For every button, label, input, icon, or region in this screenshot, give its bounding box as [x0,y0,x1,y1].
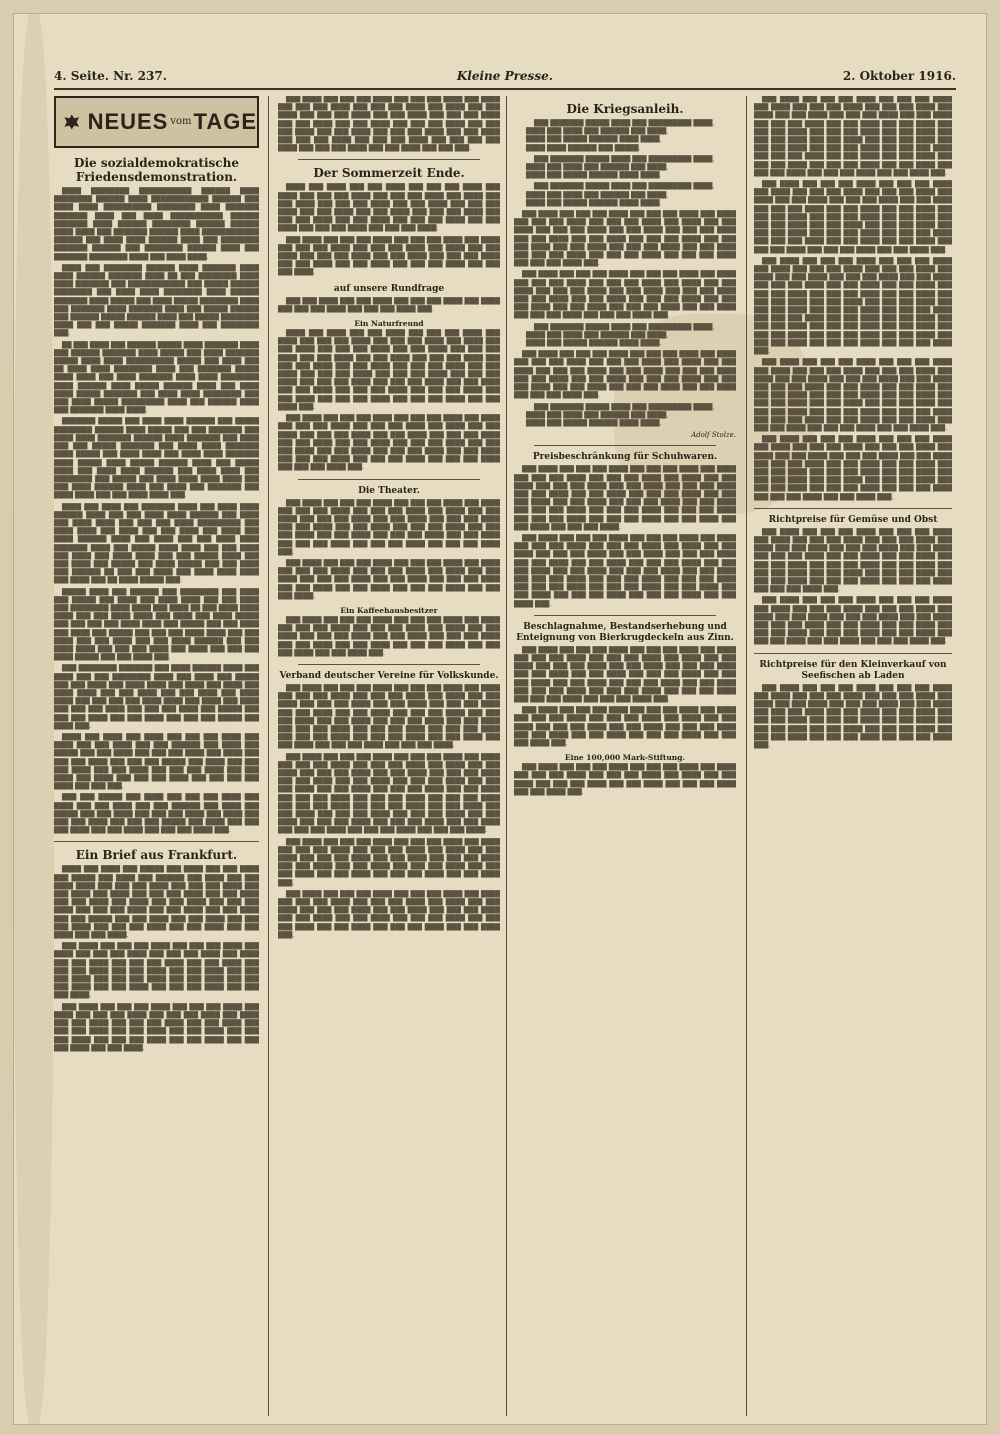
newspaper-page [14,14,986,1424]
masthead-b: vom [170,115,192,127]
article-body: ███ ████ ███ ███ ███ ████ ███ ███ ███ ████ ███ ████ ███ ███ ███ ████ ███ ███ ███ ████ ███ ████ ███ ███ ████ ███ ███ ███ ████ ███ ███ ████ ███ ███ ███ ████ ███ ███ ████ ███ ███ ████ ███ ███ ███ ████ ███ ███ ███ ████ ███ ███ ████ ███ ███ ███ ████ ███ ███ ████ ███ ███ ███ ████ ███ ███ ███ ████ ███ ███ ███ ███ ████ ███ ███ ███ ████ ███ ███ ████ ███ ███ ███. [278,96,500,153]
headline-sommerzeit: Der Sommerzeit Ende. [313,166,465,181]
article-body: ███ ████ ███ ███ ███ ████ ███ ███ ███ ████ ███ ████ ███ ███ ███ ████ ███ ███ ███ ████ ███ ████ ███ ███ ████ ███ ███ ███ ████ ███ ███ ████ ███ ███ ███ ████ ███ ███ ████ ███ ███ ████ ███ ███ ███ ████ ███ ███ ███ ████ ███ ███ ████ ███ ███ ███ ████ ███ ███ ████ ███ ███ ███ ████ ███ ███ ███ ████ ███ ███ ███ ████ ███ ███ ███ ████ ███ ███ ███ ████ ███ ███ ████ ███ ███ ████ ███ ███ ███ ████ ███ ███ ███ ████. ███ ████ ███ ███ ███ ████ ███ ███ ███ ████ ███ ████ ███ ███ ███ ████ ███ ███ ███ ████ ███ ████ ███ ███ ████ ███ ███ ███ ████ ███ ███ ████ ███ ███ ███ ████ ███ ███ ████ ███ ███ ████ ███ ███ ███ ████ ███ ███ ███ ████ ███ ███ ████ ███ ███ ███ ████ ███ ███ ████ ███ ███ ███ ████ ███ ███ ███ ████ ███ ███ ███ ████ ███ ███ ███ ████ ███ ███ ███ ████ ███ ███ ████ ███ ███ ████ ███ ███ ███ ████ ███ ███ ███ ████ ███ ███ ████ ███ ███ ███ ████ ███ ███ ███ ████ ███ ███ ████ ███ ███ ███ ████ ███ ███ ███ ████ ███ ███ ███ ████. ███ ████ ███ ███ ███ ████ ███ ███ ███ ████ ███ ████ ███ ███ ███ ████ ███ ███ ███ ████ ███ ████ ███ ███ ████ ███ ███ ███ ████ ███ ███ ████ ███ ███ ███ ████ ███ ███ ████ ███ ███ ████ ███ ███ ███ ████ ███ ███ ███ ████ ███ ███ ████ ███ ███ ███ ████ ███ ███ ████ ███. ███ ████ ███ ███ ███ ████ ███ ███ ███ ████ ███ ████ ███ ███ ███ ████ ███ ███ ███ ████ ███ ████ ███ ███ ████ ███ ███ ███ ████ ███ ███ ████ ███ ███ ███ ████ ███ ███ ████ ███ ███ ████ ███ ███ ███ ████ ███ ███ ███ ████ ███ ███ ████ ███ ███ ███ ████ ███ ███ ████ ███. [278,684,500,939]
headline-volkskunde: Verband deutscher Vereine für Volkskunde. [279,670,499,681]
headline-seefische: Richtpreise für den Kleinverkauf von Seefischen ab Laden [759,659,947,681]
article-body: ███ ████ ███ ███ ███ ████ ███ ███ ███ ████ ███ ████ ███ ███ ███ ████ ███ ███ ███ ████ ███ ████ ███ ███ ████ ███ ███ ███ ████ ███ ███ ████ ███ ███ ███ ████ ███ ███ ████ ███ ███ ████ ███ ███ ███ ████ ███ ███ ███ ████ ███ ███ ████ ███ ███ ███ ████ ███ ███ ████ ███ ███ ███ ████ ███ ███ ███ ████ ███ ███ ███ ████ ███ ███ ███ ████ ███ ███ ███ ████ ███. ███ ████ ███ ███ ███ ████ ███ ███ ███ ████ ███ ████ ███ ███ ███ ████ ███ ███ ███ ████ ███ ████ ███ ███ ████ ███ ███ ███ ████ ███ ███ ████ ███ ███ ███ ████ ███ ███ ████ ███ ███ ████ ███ ███ ███ ████ ███ ███ ███ ████ ███. [514,646,736,747]
article-body: ███ ████ ███ ███ ███ ████ ███ ███ ███ ████ ███ ████ ███ ███ ███ ████ ███ ███ ███ ████ ███ ████ ███ ███ ████ ███ ███ ███ ████ ███ ███ ████ ███ ███ ███ ████ ███ ███ ████ ███ ███ ████ ███ ███ ███ ████ ███ ███ ███ ████ ███ ███ ████ ███ ███ ███ ████ ███ ███ ████ ███ ███ ███ ████ ███ ███ ███ ████ ███ ███ ███ ████ ███ ███ ███ ████ ███ ███ ███ ████ ███ ███ ████ ███ ███ ████ ███ ███ ███ ████ ███ ███ ███ ████ ███ ███ ████ ███ ███ ███ ████ ███ ███ ███ ████ ███ ███ ████ ███. ███ ████ ███ ███ ███ ████ ███ ███ ███ ████ ███ ████ ███ ███ ███ ████ ███ ███ ███ ████ ███ ████ ███ ███ ████ ███ ███ ███ ████ ███ ███ ████ ███ ███ ███ ████ ███ ███ ████ ███ ███ ████ ███ ███ ███ ████ ███ ███ ███ ████ ███ ███ ████ ███ ███ ███ ████ ███ ███ ████ ███ ███ ███ ████ ███ ███ ███ ████ ███ ███ ███ ████ ███ ███ ███ ████ ███ ███ ███ ████ ███ ███ ████ ███ ███ ████ ███ ███ ███ ████ ███ ███ ███ ████ ███ ███ ████ ███. ███ ████ ███ ███ ███ ████ ███ ███ ███ ████ ███ ████ ███ ███ ███ ████ ███ ███ ███ ████ ███ ████ ███ ███ ████ ███ ███ ███ ████ ███ ███ ████ ███ ███ ███ ████ ███ ███ ████ ███ ███ ████ ███ ███ ███ ████ ███ ███ ███ ████ ███ ███ ████ ███ ███ ███ ████ ███ ███ ████ ███ ███ ███ ████ ███ ███ ███ ████ ███ ███ ███ ████ ███ ███ ███ ████ ███ ███ ███ ████ ███ ███ ████ ███ ███ ████ ███ ███ ███ ████ ███ ███ ███ ████ ███ ███ ████ ███ ███ ███ ████ ███ ███ ███ ████ ███ ███ ████ ███ ███ ███ ████ ███ ███ ███ ████ ███ ███ ███ ████ ███. ███ ████ ███ ███ ███ ████ ███ ███ ███ ████ ███ ████ ███ ███ ███ ████ ███ ███ ███ ████ ███ ████ ███ ███ ████ ███ ███ ███ ████ ███ ███ ████ ███ ███ ███ ████ ███ ███ ████ ███ ███ ████ ███ ███ ███ ████ ███ ███ ███ ████ ███ ███ ████ ███ ███ ███ ████ ███ ███ ████ ███ ███ ███ ████ ███ ███ ███ ████ ███ ███ ███ ████ ███ ███ ███ ████ ███ ███ ███ ████ ███ ███ ████ ███ ███ ████ ███ ███ ███ ████ ███ ███ ███ ████ ███ ███ ████ ███. ███ ████ ███ ███ ███ ████ ███ ███ ███ ████ ███ ████ ███ ███ ███ ████ ███ ███ ███ ████ ███ ████ ███ ███ ████ ███ ███ ███ ████ ███ ███ ████ ███ ███ ███ ████ ███ ███ ████ ███ ███ ████ ███ ███ ███ ████ ███ ███ ███ ████ ███ ███ ████ ███ ███ ███ ████ ███ ███ ████ ███ ███ ███ ████ ███ ███ ███ ████ ███ ███ ███ ████ ███ ███ ███ ████ ███ ███ ███ ████ ███ ███ ████ ███. [754,96,952,501]
column-2 [278,96,500,1416]
article-body: ███ ████ ███ ███ ███ ████ ███ ███ ███ ████ ███ ████ ███ ███ ███ ████ ███ ███ ███ ████ ███ ████ ███ ███ ████ ███ ███ ███ ████ ███ ███ ████ ███ ███ ███ ████ ███ ███ ████ ███ ███ ████ ███ ███ ███ ████ ███ ███ ███ ████ ███ ███ ████ ███ ███ ███ ████ ███ ███ ████ ███ ███ ███ ████ ███ ███ ███ ████ ███ ███ ███ ████ ███. ███ ████ ███ ███ ███ ████ ███ ███ ███ ████ ███ ████ ███ ███ ███ ████ ███ ███ ███ ████ ███ ████ ███ ███ ████ ███ ███ ███ ████ ███ ███ ████ ███ ███ ███ ████ ███ ███ ████ ███ ███ ████ ███ ███ ███ ████ ███ ███ ███ ████. [278,499,500,600]
poem-text: ███ ███████ █████ ████ ███ █████████ ████, ████ ███ ████ ███ ██████ ███ ████, ████ ███ █████ ██████ ████ ████, ████ ████ ██████ ███ █████. ███ ███████ █████ ████ ███ █████████ ████, ████ ███ ████ ███ ██████ ███ ████, ████ ███ █████ ██████ ████ ████. ███ ███████ █████ ████ ███ █████████ ████, ████ ███ ████ ███ ██████ ███ ████, ████ ███ █████ ██████ ████ ████. [526,120,715,207]
article-body: ████ ████████ ███████████ ██████ ████ ████████ ██████ ████ ████████████ ██████ ███ ████ ████ ██████████ ████████ ████ ███████ ███████ ████ ███ ████ ███████████ ██████ ███████ ████ ██████ ████████ ██████ ██████ ████ ████ ███ ███████ ██████ ████ ████████████ ██████ ███ ████ ████ ██████ ████ ███ ████████ ███████ ██████ ███ ████████ ██████ ████ ███ ███████ ████████ ████ ███ ████ ████. ████ ███ ████████ ██████ ████ ███████ ████ ████ ██████ ███████ ████ ██ ███ ████████ ████ ████ ███████ ███ ████████████ ███ █████ ██████ ████████ ███ ████ ████ ████████ ████ ██████ ███████ ████ █████ ███ ████ █████ ████████ ████ ███ ███████ ████ ███████ ████ ███ █████ ██████ ███ ██████ █████ ██████ ████ ███ █████ ████████ ████ ███ ███ █████ ███████ ████ ███ ████████ ███. ██ ███ ████ ███ ██████ █████ ████ ███████ ████ ███ ██████ ███████ ████ █████ ███ ████ ███████ █████ ████ ████ ██████████ █████ ███ ████ ███ ██ ████ ████ ████████ ████ ███ ███████ █████ ████ ████ ███ ████ ███████ ████ ████ ████████ ████ ██████ ████ █████ ██████ ████ ███ ████ ████ █████ ███████ ███ ████ ████ ████████ ███ ███ ████ █████ █████████ ████ ███ ██████ ████ ███ ███████ ████ ████. ███████ █████ ███ ████ ████ ██████ ███ █████ ████████ ██████ ████ █████ ███ ███ ███████ ███ ████ ████ ███████ ██████ ████ ███████ ███ ████ ███ ███ █████ ███████ ███ ████ ████ ███████ ████ █████ ███ ████ ████ ███ ████ ████ ███████ ████ █████ ████ █████ ██████ ████ ███ █████ ████ ███ ████ ████ ██████ ███ ████ ████ ███ ████████ ███ █████ ███ ████ ████ ████ ████ ███ ███ ████ ██████ ████ ███ ████ ███ ███████ ███ ████ ████ ███ ███ ████ ████ ███. ████ ███ ████ ███ ███████ ████ ███ ████ ████ ██████ ████ ███ ███ ████ ████ ██████ ███ ████ ███ ████ ████ ███ ███ ███ ████ █████████ ███ ████ ████ ███ ████ ███ ███ ████ ███ ████ ███ ████ ██████ ████ ███ ████ ███ ███ ████ ████ ███████ ████ ███ █████ ████ ████ ███ ███ ████ ███ ████ ███ ████ ████ ███ ███ █████ ████ ███ ███ ████ ███ █████ ███ ████ █████ ███ ███ ████ ███ ██████ ██ ███ ███ ████ ███ ████ ████ ████ ███ ████ ███ ██ ████ █████ ███. █████ ████ ███ ██████ ███ ████████ ███ ████ ███ █████ ███ ████ ███ ████ ████ ███ ███ ████ ███ ████████ ████ ████ ███ ████ ██ ███ ████ ████ ████ ███ ███ ████ ████ ███ ████ ███ ████ █████ ███ ███ ███ ███ ████ ████ ███ █████ ███ ███ ████ ███ ████ ███ █████ ███ ███ ███ ████ ████ ███ ███ ████ ███ ███ ████ ███ ███ ████ ██████ ███ ███ ████ ████ ███ ███ ███ ████ ███ ████ ███ ███ ███ ████ █████ ███ ███ ████ ███. ███ ████████ ███████ ███ ████ ██████ ████ ███ ████ ███ ███ ████████ ████ ███ ████ ███ █████ ███ ███ ████ ███ ████ ████ ███ ████ ███ ████ ███ ████ ████ ███ ███ ████ ███ ███ ████ ███ ████ ████ ███ ███ ███ ███ ████ ████ ███ ████ ███ ████ ███ ███ ███ ████ ███ ███ ███ ████ ███ █████ ███ ███ ███ ████ ███ ███ ████ ███ ███ ███ █████ ███ ████ ███. ████ ███ ████ ███ ████ ███ ███ ███ ████ ███ ████ ███ ███ ████ ███ ███ ██████ ███ ████ ███ █████ ███ ███ ████ ███ ███ ███ ████ ███ ████ ███ ███ ███ ████ ███ ███ ███ █████ ███ ████ ███ ███ ███ ████ ███ ███ ████ ███ ███ ███ ████ ███ ███ ████ ███ ████ ███ ███ ███ ████ ███ ███ ███ ███ ████ ███ ███ ███. ███ ███ █████ ███ ████ ███ ███ ███ ████ ███ ████ ███ ███ ████ ███ ███ ██████ ███ ████ ███ █████ ███ ███ ████ ███ ███ ███ ████ ███ ████ ███ ███ ███ ████ ███ ███ ███ █████ ███ ████ ███ ███ ███ ████ ███ ███ ████ ███ ███ ███ ████ ███. [54,188,259,835]
subhead-theater: Die Theater. [358,485,420,496]
article-body: ███ ████ ███ ███ ███ ████ ███ ███ ███ ████ ███ ████ ███ ███ ███ ████ ███ ███ ███ ████ ███ ████ ███ ███ ████ ███ ███ ███ ████ ███ ███ ████ ███ ███ ███ ████ ███ ███ ████ ███ ███ ████ ███ ███ ███ ████ ███ ███ ███ ████ ███ ███ ████ ███ ███ ███ ████ ███ ███ ████ ███ ███ ███ ████ ███ ███ ███ ████ ███ ███ ███ ████ ███ ███ ███ ████ ███ ███ ███ ████ ███ ███ ████ ███ ███ ████ ███ ███ ███ ████. ███ ████ ███ ███ ███ ████ ███ ███ ███ ████ ███ ████ ███ ███ ███ ████ ███ ███ ███ ████ ███ ████ ███ ███ ████ ███ ███ ███ ████ ███ ███ ████ ███ ███ ███ ████ ███ ███ ████ ███ ███ ████ ███ ███ ███ ████ ███ ███ ███ ████ ███ ███ ████ ███ ███ ███ ████ ███ ███ ████ ███ ███ ███ ████ ███ ███ ███ ████ ███ ███ ███ ████ ███ ███ ███ ████ ███ ███ ███ ████ ███ ███ ████ ███ ███ ████ ███ ███ ███ ████ ███ ███ ███ ████ ███ ███ ████ ███. [514,466,736,608]
issue-date: 2. Oktober 1916. [842,69,956,83]
article-body: ███ ████ ███ ███ ███ ████ ███ ███ ███ ████ ███ ████ ███ ███ ███ ████ ███ ███ ███ ████ ███ ████ ███ ███ ████ ███ ███ ███ ████ ███ ███ ████ ███ ███ ███ ████ ███ ███ ████ ███ ███ ████ ███ ███ ███ ████ ███ ███ ███ ████ ███ ███ ████ ███ ███ ███ ████ ███ ███ ████ ███ ███ ███ ████ ███ ███ ███ ████ ███ ███ ███ ████ ███ ███ ███ ████ ███ ███ ███ ████ ███. ███ ████ ███ ███ ███ ████ ███ ███ ███ ████ ███ ████ ███ ███ ███ ████ ███ ███ ███ ████ ███ ████ ███ ███ ████ ███ ███ ███ ████ ███ ███ ████ ███ ███ ███ ████ ███ ███ ████ ███ ███ ████ ███ ███ ███ ████ ███ ███ ███ ████ ███ ███ ████ ███ ███ ███ ████ ███ ███ ████ ███ ███ ███ ████ ███. [754,528,952,646]
article-body: ███ ████ ███ ███ ███ ████ ███ ███ ███ ████ ███ ████ ███ ███ ███ ████ ███ ███ ███ ████ ███ ████ ███ ███ ████ ███ ███ ███ ████ ███ ███ ████ ███ ███ ███ ████ ███ ███ ████ ███ ███ ████ ███ ███ ███ ████ ███ ███ ███ ████ ███ ███ ████ ███. [278,616,500,657]
headline-brief-frankfurt: Ein Brief aus Frankfurt. [75,848,238,863]
article-body: ███ ████ ███ ███ ███ ████ ███ ███ ███ ████ ███ ████ ███ ███ ███ ████ ███ ███ ███ ████ ███ ████ ███ ███ ████ ███ ███ ███ ████ ███ ███ ████ ███ ███ ███ ████ ███ ███ ████ ███ ███ ████ ███ ███ ███ ████ ███ ███ ███ ████ ███ ███ ████ ███ ███ ███ ████ ███ ███ ████ ███ ███ ███ ████ ███ ███ ███ ████ ███ ███ ███ ████ ███ ███ ███ ████ ███. [754,684,952,750]
headline-bierkrugdeckel: Beschlagnahme, Bestandserhebung und Enteignung von Bierkrugdeckeln aus Zinn. [516,621,734,643]
poem-author: Adolf Stolze. [691,431,736,440]
eagle-icon [62,106,82,138]
poem-text: ███ ███████ █████ ████ ███ █████████ ████, ████ ███ ████ ███ ██████ ███ ████, ████ ███ █████ ██████ ████ ████. [526,323,715,348]
subhead-rundfrage: auf unsere Rundfrage [333,283,445,294]
page-header [54,64,956,90]
column-3 [514,96,736,1416]
columns [54,96,952,1416]
headline-stiftung: Eine 100,000 Mark-Stiftung. [564,753,686,763]
subhead-naturfreund: Ein Naturfreund [354,319,424,329]
headline-gemuese-obst: Richtpreise für Gemüse und Obst [768,514,938,525]
paper-name: Kleine Presse. [456,69,553,83]
article-body: ███ ████ ███ ███ ███ ████ ███ ███ ███ ████ ███ ████ ███ ███ ███ ████ ███ ███ ███ ████ ███ ████ ███ ███ ████ ███ ███ ███ ████ ███ ███ ████ ███ ███ ███ ████ ███ ███ ████ ███. [514,764,736,796]
subhead-kaffeehaus: Ein Kaffeehausbesitzer [340,605,438,615]
masthead-a: NEUES [87,108,169,134]
article-body: ████ ███ ████ ███ ███ ████ ███ ███ ███ ████ ███ ████ ███ ███ ███ ████ ███ ███ ███ ████ ███ ████ ███ ███ ████ ███ ███ ███ ████ ███ ███ ████ ███ ███ ███ ████ ███ ███ ████ ███ ███ ████ ███ ███ ███ ████ ███ ███ ███ ████ ███ ███ ████ ███ ███ ███ ████ ███ ███ ████ ███ ███ ███ ████ ███ ███ ███ ████ ███ ███ ███ ████ ███ ███ ███ ████ ███ ███ ███ ████ ███ ███ ████ ███ ███ ████ ███ ███ ███ ████ ███ ███ ███ ████ ███ ███ ████ ███ ███ ███ ████ ███ ███ ███ ████ ███ ███ ████ ███. ███ ████ ███ ███ ███ ████ ███ ███ ███ ████ ███ ████ ███ ███ ███ ████ ███ ███ ███ ████ ███ ████ ███ ███ ████ ███ ███ ███ ████ ███ ███ ████ ███ ███ ███ ████ ███ ███ ████ ███ ███ ████ ███ ███ ███ ████ ███ ███ ███ ████ ███ ███ ████ ███ ███ ███ ████ ███ ███ ████ ███ ███ ███ ████ ███ ███ ███ ████ ███ ███ ███ ████ ███ ███ ███ ████ ███. [278,330,500,472]
headline-friedensdemonstration: Die sozialdemokratische Friedensdemonstration. [74,156,239,184]
article-body: ███ ███ ████ ███ ███ ████ ███ ███ ███ ████ ███ ████ ███ ███ ███ ████ ███ ███ ███ ████ ███. [278,297,500,313]
masthead-c: TAGE [193,108,257,134]
poem-text: ███ ███████ █████ ████ ███ █████████ ████, ████ ███ ████ ███ ██████ ███ ████, ████ ███ █████ ██████ ████ ████. [526,403,715,427]
masthead [54,96,259,148]
headline-kriegsanleih: Die Kriegsanleih. [566,102,684,116]
headline-schuhwaren: Preisbeschränkung für Schuhwaren. [532,452,718,463]
column-4 [754,96,952,1416]
article-body: ███ ████ ███ ███ ███ ████ ███ ███ ███ ████ ███ ████ ███ ███ ███ ████ ███ ███ ███ ████ ███ ████ ███ ███ ████ ███ ███ ███ ████ ███ ███ ████ ███ ███ ███ ████ ███ ███ ████ ███ ███ ████ ███ ███ ███ ████ ███ ███ ███ ████ ███ ███ ████ ███ ███ ███ ████ ███ ███ ████ ███ ███ ███ ████ ███. [514,351,736,400]
article-body: ████ ███ ████ ███ █████ ███ ████ ███ ███ ████ ███ █████ ███ ████ ███ ██████ ███ ████ ███ ███ ████ ████ ███ ███ ███ ████ ███ ███ ███ ████ ███ ███ ████ ███ ████ ███ ███ ███ ████ ███ ███ ████ ███ ███ ████ ███ ████ ███ ███ ████ ███ ███ ███ ████ ███ ███ ███ ████ ███ ███ ████ ███ ███ ████ ███ ███ █████ ███ ███ ████ ███ ███ ████ ███ ███ ███ ████ ███ ███ ███ ████ ███ ███ ████ ███ ███ ████ ███ ███ ████. ███ ████ ███ ███ ███ ████ ███ ███ ███ ████ ███ ████ ███ ███ ███ ████ ███ ███ ███ ████ ███ ████ ███ ███ ████ ███ ███ ███ ████ ███ ███ ████ ███ ███ ███ ████ ███ ███ ████ ███ ███ ████ ███ ███ ███ ████ ███ ███ ███ ████ ███ ███ ████ ███ ███ ███ ████ ███ ███ ████ ███ ███ ███ ████ ███ ███ ███ ████. ███ ████ ███ ███ ███ ████ ███ ███ ███ ████ ███ ████ ███ ███ ███ ████ ███ ███ ███ ████ ███ ████ ███ ███ ████ ███ ███ ███ ████ ███ ███ ████ ███ ███ ███ ████ ███ ███ ████ ███ ███ ████ ███ ███ ███ ████ ███ ███ ███ ████ ███ ███ ████ ███ ███ ███ ████ ███ ███ ████. [54,866,259,1052]
article-body: ███ ████ ███ ███ ███ ████ ███ ███ ███ ████ ███ ████ ███ ███ ███ ████ ███ ███ ███ ████ ███ ████ ███ ███ ████ ███ ███ ███ ████ ███ ███ ████ ███ ███ ███ ████ ███ ███ ████ ███ ███ ████ ███ ███ ███ ████ ███ ███ ███ ████ ███ ███ ████ ███ ███ ███ ████ ███ ███ ████ ███ ███ ███ ████ ███ ███ ███ ████ ███ ███ ███ ████ ███ ███ ███ ████ ███. ███ ████ ███ ███ ███ ████ ███ ███ ███ ████ ███ ████ ███ ███ ███ ████ ███ ███ ███ ████ ███ ████ ███ ███ ████ ███ ███ ███ ████ ███ ███ ████ ███ ███ ███ ████ ███ ███ ████ ███ ███ ████ ███ ███ ███ ████ ███ ███ ███ ████ ███ ███ ████ ███ ███ ███ ████ ███ ███ ████ ███ ███ ███ ████ ███ ███ ███ ████ ███. [514,211,736,320]
column-1 [54,96,259,1416]
page-number: 4. Seite. Nr. 237. [54,69,167,83]
article-body: ████ ███ ████ ███ ███ ████ ███ ███ ███ ████ ███ ████ ███ ███ ███ ████ ███ ███ ███ ████ ███ ████ ███ ███ ████ ███ ███ ███ ████ ███ ███ ████ ███ ███ ███ ████ ███ ███ ████ ███ ███ ████ ███ ███ ███ ████ ███ ███ ███ ████ ███ ███ ████ ███ ███ ███ ████ ███ ███ ████ ███ ███ ███ ████ ███ ███ ███ ████. ███ ████ ███ ███ ███ ████ ███ ███ ███ ████ ███ ████ ███ ███ ███ ████ ███ ███ ███ ████ ███ ████ ███ ███ ████ ███ ███ ███ ████ ███ ███ ████ ███ ███ ███ ████ ███ ███ ████ ███ ███ ████ ███ ███ ███ ████ ███ ███ ███ ████. [278,184,500,277]
